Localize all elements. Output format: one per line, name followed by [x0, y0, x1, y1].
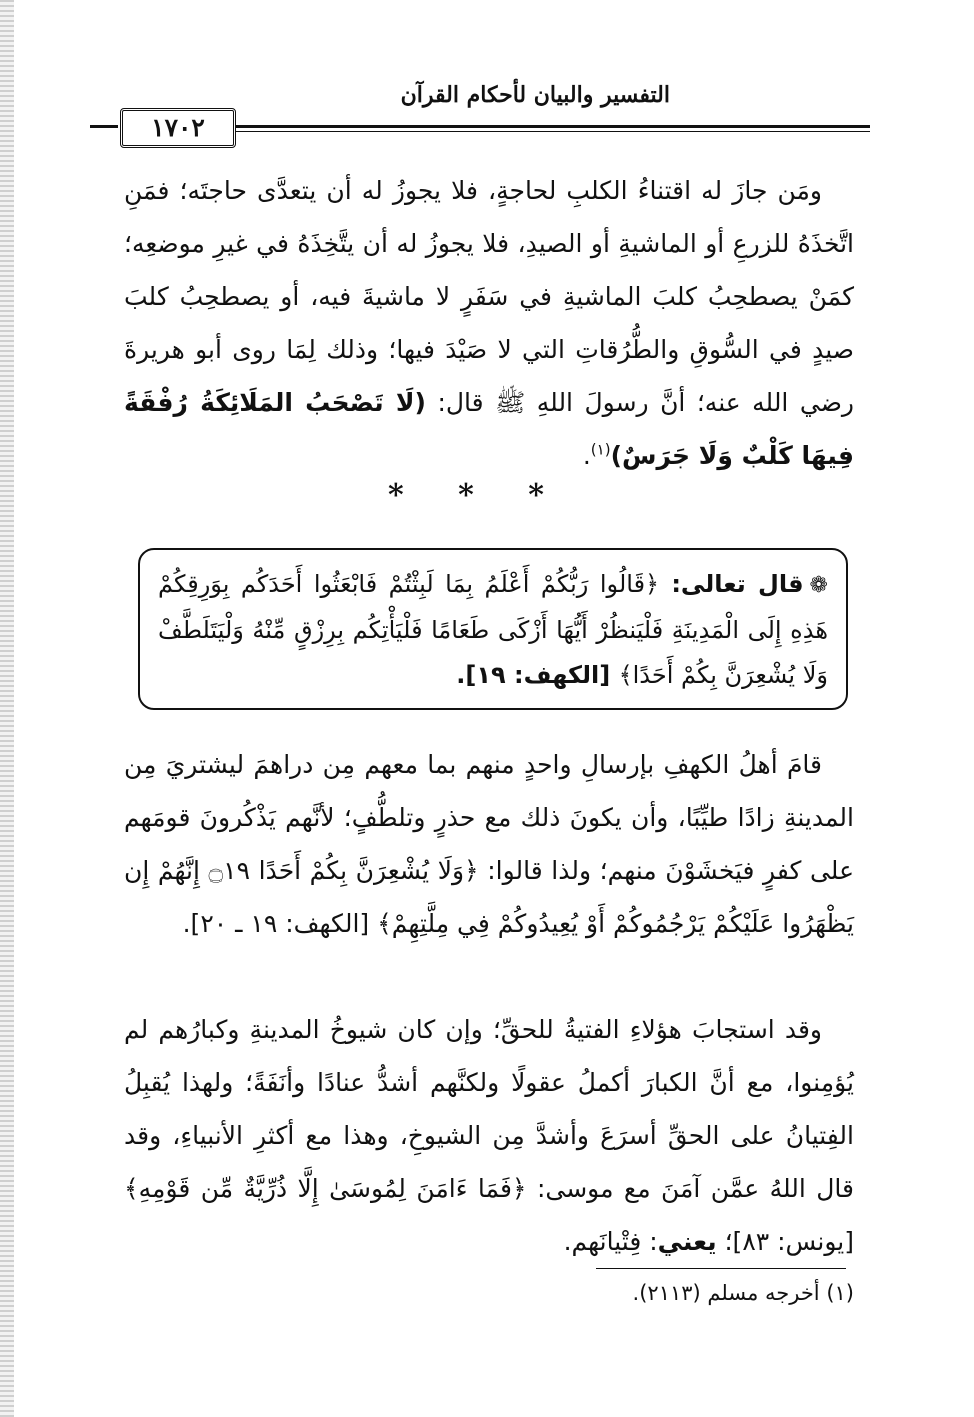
verse-reference: [الكهف: ١٩]. [456, 661, 619, 689]
page-edge-shadow [0, 0, 14, 1417]
section-separator: * * * [388, 478, 566, 513]
verse-quote: ﴿وَلَا يُشْعِرَنَّ بِكُمْ أَحَدًا ۝١٩ إِنَّهُمْ إِن يَظْهَرُوا عَلَيْكُمْ يَرْجُمُوكُمْ أَوْ يُعِيدُوكُمْ فِي مِلَّتِهِمْ﴾ [124, 856, 854, 938]
page-number: ١٧٠٢ [120, 108, 236, 148]
verse-reference: [يونس: ٨٣]؛ [716, 1227, 854, 1256]
running-header [90, 78, 870, 148]
flower-icon: ❁ [809, 573, 828, 598]
yani-text: : فِتْيانَهم. [563, 1227, 658, 1256]
footnote-marker: (١) [590, 440, 611, 459]
paragraph-youth [124, 1003, 854, 1268]
verse-intro: قال تعالى: [659, 570, 804, 598]
footnote-separator [596, 1268, 846, 1269]
paragraph-text: قامَ أهلُ الكهفِ بإرسالِ واحدٍ منهم بما معهم مِن دراهمَ ليشتريَ مِن المدينةِ زادًا طيِّبًا، وأن يكونَ ذلك مع حذرٍ وتلطُّفٍ؛ لأنَّهم يَذْكُرونَ قومَهم على كفرٍ فيَخشَوْنَ منهم؛ ولذا قالوا: [124, 750, 854, 885]
verse-reference: [الكهف: ١٩ ـ ٢٠]. [182, 909, 378, 938]
header-rule-right [235, 125, 870, 128]
paragraph-end: . [582, 441, 591, 470]
header-rule-left [90, 125, 118, 128]
verse-quote: ﴿فَمَا ءَامَنَ لِمُوسَىٰ إِلَّا ذُرِّيَّةٌ مِّن قَوْمِهِ﴾ [124, 1174, 527, 1203]
hadith-quote: (لَا تَصْحَبُ المَلَائِكَةُ رُفْقَةً فِيهَا كَلْبٌ وَلَا جَرَسٌ) [124, 388, 854, 470]
paragraph-dog-companionship [124, 164, 854, 482]
paragraph-cave-people [124, 738, 854, 950]
paragraph-text: وقد استجابَ هؤلاءِ الفتيةُ للحقِّ؛ وإن كان شيوخُ المدينةِ وكبارُهم لم يُؤمِنوا، مع أنَّ الكبارَ أكملُ عقولًا ولكنَّهم أشدُّ عنادًا وأنَفَةً؛ ولهذا يُقبِلُ الفِتيانُ على الحقِّ أسرَعَ وأشدَّ مِن الشيوخِ، وهذا مع أكثرِ الأنبياءِ، وقد قال اللهُ عمَّن آمَنَ مع موسى: [124, 1015, 855, 1203]
paragraph-text: ومَن جازَ له اقتناءُ الكلبِ لحاجةٍ، فلا يجوزُ له أن يتعدَّى حاجتَه؛ فمَنِ اتَّخذَهُ للزرعِ أو الماشيةِ أو الصيدِ، فلا يجوزُ له أن يتَّخِذَهُ في غيرِ موضعِه؛ كمَنْ يصطحِبُ كلبَ الماشيةِ في سَفَرٍ لا ماشيةَ فيه، أو يصطحِبُ كلبَ صيدٍ في السُّوقِ والطُّرُقاتِ التي لا صَيْدَ فيها؛ وذلك لِمَا روى أبو هريرةَ رضي الله عنه؛ أنَّ رسولَ اللهِ ﷺ قال: [124, 176, 854, 417]
book-title: التفسير والبيان لأحكام القرآن [400, 82, 670, 108]
yani-label: يعني [657, 1227, 717, 1256]
quran-verse-box [138, 548, 848, 710]
verse-text: ﴿قَالُوا رَبُّكُمْ أَعْلَمُ بِمَا لَبِثْتُمْ فَابْعَثُوا أَحَدَكُم بِوَرِقِكُمْ هَذِهِ إِلَى الْمَدِينَةِ فَلْيَنظُرْ أَيُّهَا أَزْكَى طَعَامًا فَلْيَأْتِكُم بِرِزْقٍ مِّنْهُ وَلْيَتَلَطَّفْ وَلَا يُشْعِرَنَّ بِكُمْ أَحَدًا﴾ [158, 570, 828, 689]
footnote: (١) أخرجه مسلم (٢١١٣). [632, 1281, 854, 1305]
